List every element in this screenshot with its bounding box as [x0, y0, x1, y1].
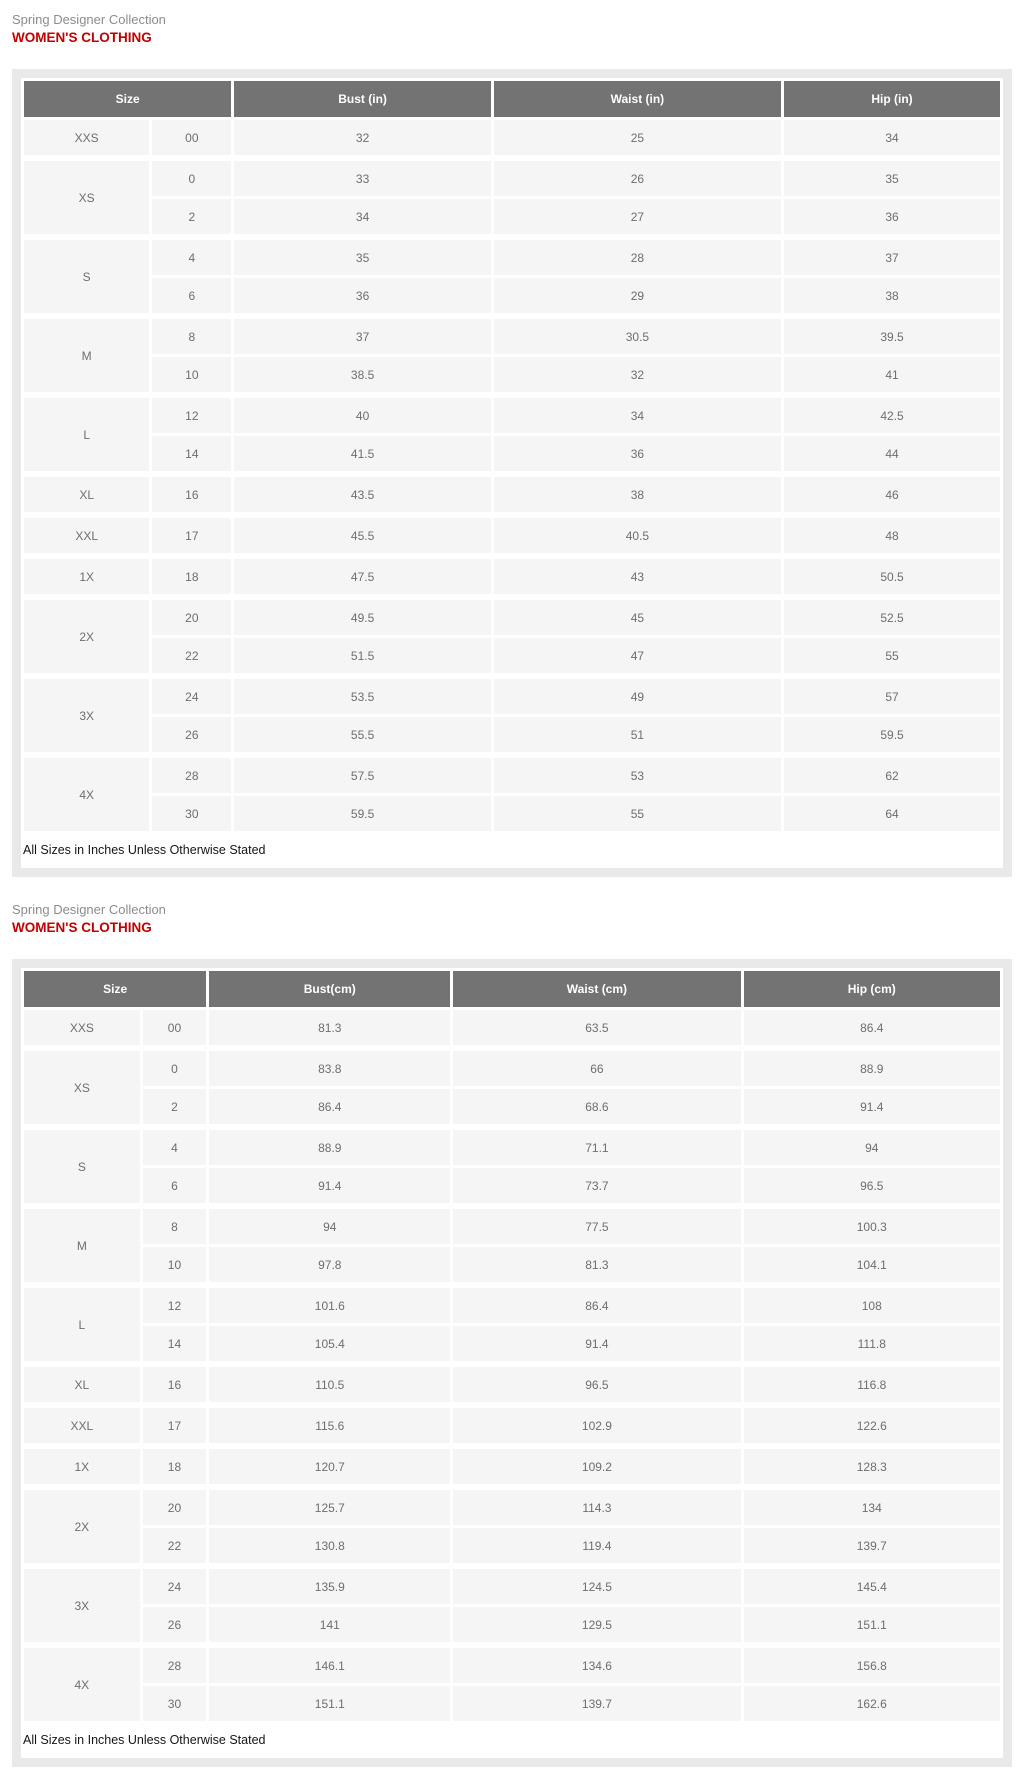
waist-cell: 134.6 [453, 1645, 740, 1683]
bust-cell: 55.5 [234, 717, 490, 752]
table-row [24, 556, 1000, 594]
bust-cell: 45.5 [234, 515, 490, 553]
size-group-label: 2X [24, 1487, 140, 1563]
table-row [24, 1048, 1000, 1086]
hip-cell: 100.3 [744, 1206, 1000, 1244]
hip-cell: 34 [784, 120, 1000, 155]
table-row [24, 717, 1000, 752]
size-chart-panel-inner [21, 968, 1003, 1758]
size-number-cell: 10 [152, 357, 231, 392]
waist-cell: 34 [494, 395, 781, 433]
size-number-cell: 4 [143, 1127, 207, 1165]
size-number-cell: 2 [143, 1089, 207, 1124]
waist-cell: 109.2 [453, 1446, 740, 1484]
size-number-cell: 8 [152, 316, 231, 354]
size-group-label: M [24, 316, 149, 392]
hip-cell: 38 [784, 278, 1000, 313]
bust-cell: 88.9 [209, 1127, 450, 1165]
waist-cell: 53 [494, 755, 781, 793]
waist-cell: 40.5 [494, 515, 781, 553]
size-chart-table-inches [21, 78, 1003, 834]
size-chart-table-cm [21, 968, 1003, 1724]
size-number-cell: 30 [152, 796, 231, 831]
table-row [24, 1089, 1000, 1124]
waist-cell: 102.9 [453, 1405, 740, 1443]
size-number-cell: 14 [152, 436, 231, 471]
size-number-cell: 14 [143, 1326, 207, 1361]
size-number-cell: 18 [152, 556, 231, 594]
hip-cell: 50.5 [784, 556, 1000, 594]
waist-cell: 81.3 [453, 1247, 740, 1282]
column-header-size: Size [24, 971, 206, 1007]
size-group-label: 3X [24, 1566, 140, 1642]
table-row [24, 597, 1000, 635]
waist-cell: 77.5 [453, 1206, 740, 1244]
waist-cell: 129.5 [453, 1607, 740, 1642]
size-number-cell: 2 [152, 199, 231, 234]
bust-cell: 49.5 [234, 597, 490, 635]
collection-title: Spring Designer Collection [12, 902, 166, 918]
table-row [24, 1285, 1000, 1323]
table-row [24, 1645, 1000, 1683]
collection-title: Spring Designer Collection [12, 12, 166, 27]
waist-cell: 36 [494, 436, 781, 471]
size-group-label: L [24, 1285, 140, 1361]
hip-cell: 128.3 [744, 1446, 1000, 1484]
table-row [24, 1566, 1000, 1604]
bust-cell: 38.5 [234, 357, 490, 392]
bust-cell: 41.5 [234, 436, 490, 471]
header-row [24, 81, 1000, 117]
hip-cell: 48 [784, 515, 1000, 553]
waist-cell: 114.3 [453, 1487, 740, 1525]
hip-cell: 108 [744, 1285, 1000, 1323]
waist-cell: 27 [494, 199, 781, 234]
size-group-label: XS [24, 158, 149, 234]
column-header-bust: Bust (in) [234, 81, 490, 117]
size-group-label: 3X [24, 676, 149, 752]
table-row [24, 357, 1000, 392]
bust-cell: 86.4 [209, 1089, 450, 1124]
table-row [24, 120, 1000, 155]
bust-cell: 115.6 [209, 1405, 450, 1443]
waist-cell: 91.4 [453, 1326, 740, 1361]
hip-cell: 111.8 [744, 1326, 1000, 1361]
size-group-label: 1X [24, 556, 149, 594]
table-row [24, 676, 1000, 714]
waist-cell: 63.5 [453, 1010, 740, 1045]
bust-cell: 94 [209, 1206, 450, 1244]
hip-cell: 62 [784, 755, 1000, 793]
size-number-cell: 22 [152, 638, 231, 673]
size-group-label: L [24, 395, 149, 471]
size-number-cell: 10 [143, 1247, 207, 1282]
size-number-cell: 24 [152, 676, 231, 714]
hip-cell: 52.5 [784, 597, 1000, 635]
waist-cell: 86.4 [453, 1285, 740, 1323]
table-row [24, 755, 1000, 793]
waist-cell: 32 [494, 357, 781, 392]
bust-cell: 43.5 [234, 474, 490, 512]
bust-cell: 81.3 [209, 1010, 450, 1045]
table-row [24, 1446, 1000, 1484]
table-row [24, 1127, 1000, 1165]
bust-cell: 135.9 [209, 1566, 450, 1604]
size-number-cell: 24 [143, 1566, 207, 1604]
size-group-label: XXS [24, 1010, 140, 1045]
bust-cell: 151.1 [209, 1686, 450, 1721]
waist-cell: 45 [494, 597, 781, 635]
waist-cell: 96.5 [453, 1364, 740, 1402]
bust-cell: 53.5 [234, 676, 490, 714]
bust-cell: 91.4 [209, 1168, 450, 1203]
size-group-label: 2X [24, 597, 149, 673]
hip-cell: 37 [784, 237, 1000, 275]
table-row [24, 1686, 1000, 1721]
waist-cell: 25 [494, 120, 781, 155]
header-row [24, 971, 1000, 1007]
hip-cell: 42.5 [784, 395, 1000, 433]
table-row [24, 278, 1000, 313]
bust-cell: 83.8 [209, 1048, 450, 1086]
size-number-cell: 00 [152, 120, 231, 155]
bust-cell: 146.1 [209, 1645, 450, 1683]
waist-cell: 139.7 [453, 1686, 740, 1721]
size-number-cell: 12 [152, 395, 231, 433]
hip-cell: 156.8 [744, 1645, 1000, 1683]
table-row [24, 158, 1000, 196]
bust-cell: 32 [234, 120, 490, 155]
size-chart-panel-cm [12, 959, 1012, 1767]
column-header-hip: Hip (cm) [744, 971, 1000, 1007]
bust-cell: 35 [234, 237, 490, 275]
hip-cell: 44 [784, 436, 1000, 471]
waist-cell: 49 [494, 676, 781, 714]
bust-cell: 125.7 [209, 1487, 450, 1525]
waist-cell: 66 [453, 1048, 740, 1086]
size-group-label: S [24, 237, 149, 313]
size-group-label: 1X [24, 1446, 140, 1484]
size-group-label: XXL [24, 1405, 140, 1443]
hip-cell: 139.7 [744, 1528, 1000, 1563]
size-number-cell: 16 [143, 1364, 207, 1402]
table-row [24, 1010, 1000, 1045]
hip-cell: 134 [744, 1487, 1000, 1525]
table-row [24, 796, 1000, 831]
bust-cell: 40 [234, 395, 490, 433]
table-row [24, 1326, 1000, 1361]
column-header-size: Size [24, 81, 231, 117]
bust-cell: 97.8 [209, 1247, 450, 1282]
table-row [24, 474, 1000, 512]
bust-cell: 110.5 [209, 1364, 450, 1402]
hip-cell: 86.4 [744, 1010, 1000, 1045]
table-row [24, 1247, 1000, 1282]
bust-cell: 101.6 [209, 1285, 450, 1323]
size-number-cell: 30 [143, 1686, 207, 1721]
size-group-label: M [24, 1206, 140, 1282]
waist-cell: 26 [494, 158, 781, 196]
bust-cell: 141 [209, 1607, 450, 1642]
size-number-cell: 16 [152, 474, 231, 512]
waist-cell: 73.7 [453, 1168, 740, 1203]
column-header-waist: Waist (cm) [453, 971, 740, 1007]
table-row [24, 638, 1000, 673]
table-row [24, 1168, 1000, 1203]
hip-cell: 59.5 [784, 717, 1000, 752]
size-number-cell: 12 [143, 1285, 207, 1323]
size-number-cell: 8 [143, 1206, 207, 1244]
hip-cell: 57 [784, 676, 1000, 714]
size-number-cell: 22 [143, 1528, 207, 1563]
hip-cell: 41 [784, 357, 1000, 392]
size-number-cell: 17 [152, 515, 231, 553]
hip-cell: 55 [784, 638, 1000, 673]
bust-cell: 36 [234, 278, 490, 313]
bust-cell: 34 [234, 199, 490, 234]
size-chart-panel-inner [21, 78, 1003, 868]
bust-cell: 57.5 [234, 755, 490, 793]
waist-cell: 51 [494, 717, 781, 752]
table-row [24, 1405, 1000, 1443]
size-number-cell: 28 [152, 755, 231, 793]
waist-cell: 124.5 [453, 1566, 740, 1604]
size-number-cell: 0 [143, 1048, 207, 1086]
size-group-label: XS [24, 1048, 140, 1124]
size-chart-panel-inches [12, 69, 1012, 877]
hip-cell: 151.1 [744, 1607, 1000, 1642]
size-number-cell: 00 [143, 1010, 207, 1045]
hip-cell: 35 [784, 158, 1000, 196]
bust-cell: 37 [234, 316, 490, 354]
waist-cell: 29 [494, 278, 781, 313]
bust-cell: 130.8 [209, 1528, 450, 1563]
waist-cell: 30.5 [494, 316, 781, 354]
hip-cell: 46 [784, 474, 1000, 512]
size-number-cell: 17 [143, 1405, 207, 1443]
size-group-label: 4X [24, 1645, 140, 1721]
size-group-label: S [24, 1127, 140, 1203]
size-group-label: XXS [24, 120, 149, 155]
hip-cell: 88.9 [744, 1048, 1000, 1086]
table-row [24, 1607, 1000, 1642]
column-header-waist: Waist (in) [494, 81, 781, 117]
waist-cell: 119.4 [453, 1528, 740, 1563]
table-row [24, 436, 1000, 471]
bust-cell: 47.5 [234, 556, 490, 594]
waist-cell: 28 [494, 237, 781, 275]
table-row [24, 199, 1000, 234]
waist-cell: 68.6 [453, 1089, 740, 1124]
size-group-label: XL [24, 1364, 140, 1402]
hip-cell: 122.6 [744, 1405, 1000, 1443]
category-title: WOMEN'S CLOTHING [12, 920, 152, 936]
hip-cell: 39.5 [784, 316, 1000, 354]
waist-cell: 47 [494, 638, 781, 673]
sizes-note: All Sizes in Inches Unless Otherwise Stated [23, 1733, 266, 1748]
table-row [24, 1364, 1000, 1402]
waist-cell: 71.1 [453, 1127, 740, 1165]
size-number-cell: 0 [152, 158, 231, 196]
hip-cell: 162.6 [744, 1686, 1000, 1721]
size-number-cell: 18 [143, 1446, 207, 1484]
hip-cell: 116.8 [744, 1364, 1000, 1402]
caption-inches [12, 13, 1012, 46]
waist-cell: 38 [494, 474, 781, 512]
size-number-cell: 26 [143, 1607, 207, 1642]
hip-cell: 91.4 [744, 1089, 1000, 1124]
waist-cell: 55 [494, 796, 781, 831]
bust-cell: 105.4 [209, 1326, 450, 1361]
hip-cell: 64 [784, 796, 1000, 831]
size-group-label: XXL [24, 515, 149, 553]
table-row [24, 237, 1000, 275]
size-group-label: 4X [24, 755, 149, 831]
hip-cell: 96.5 [744, 1168, 1000, 1203]
hip-cell: 104.1 [744, 1247, 1000, 1282]
hip-cell: 94 [744, 1127, 1000, 1165]
size-number-cell: 6 [152, 278, 231, 313]
bust-cell: 33 [234, 158, 490, 196]
table-row [24, 515, 1000, 553]
hip-cell: 145.4 [744, 1566, 1000, 1604]
waist-cell: 43 [494, 556, 781, 594]
bust-cell: 59.5 [234, 796, 490, 831]
table-row [24, 1206, 1000, 1244]
bust-cell: 51.5 [234, 638, 490, 673]
category-title: WOMEN'S CLOTHING [12, 29, 152, 45]
sizes-note: All Sizes in Inches Unless Otherwise Stated [23, 843, 266, 858]
size-group-label: XL [24, 474, 149, 512]
table-row [24, 1528, 1000, 1563]
caption-cm [12, 903, 1012, 936]
size-number-cell: 20 [152, 597, 231, 635]
table-row [24, 395, 1000, 433]
size-number-cell: 20 [143, 1487, 207, 1525]
table-row [24, 1487, 1000, 1525]
size-number-cell: 4 [152, 237, 231, 275]
size-number-cell: 6 [143, 1168, 207, 1203]
bust-cell: 120.7 [209, 1446, 450, 1484]
size-number-cell: 26 [152, 717, 231, 752]
column-header-bust: Bust(cm) [209, 971, 450, 1007]
column-header-hip: Hip (in) [784, 81, 1000, 117]
size-number-cell: 28 [143, 1645, 207, 1683]
table-row [24, 316, 1000, 354]
hip-cell: 36 [784, 199, 1000, 234]
